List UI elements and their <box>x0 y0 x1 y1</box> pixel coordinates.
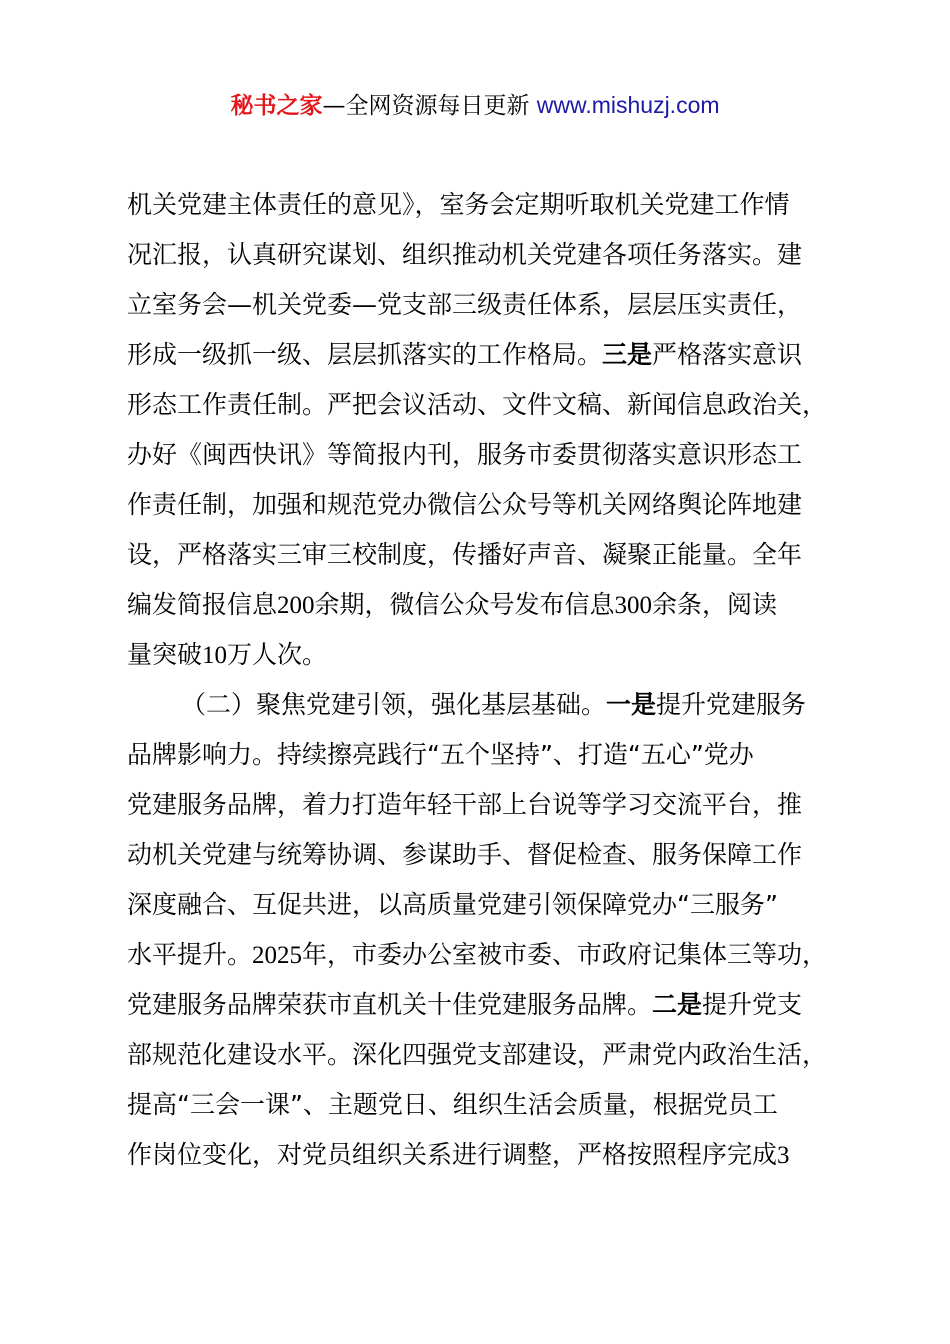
bold-lead-text: 一是 <box>606 690 657 719</box>
text-segment: 万人次。 <box>227 640 328 669</box>
bold-lead-text: 二是 <box>652 990 703 1019</box>
text-line <box>127 680 827 730</box>
text-line <box>127 980 827 1030</box>
text-line <box>127 1080 827 1130</box>
text-line <box>127 730 827 780</box>
text-segment: 部规范化建设水平。深化四强党支部建设，严肃党内政治生活， <box>127 1040 828 1069</box>
text-segment: 提升党建服务 <box>656 690 807 719</box>
text-segment: 严格落实意识 <box>652 340 803 369</box>
number-text: 200 <box>277 592 315 619</box>
text-segment: 编发简报信息 <box>127 590 278 619</box>
text-segment: 深度融合、互促共进，以高质量党建引领保障党办“三服务” <box>127 890 778 919</box>
text-line <box>127 1030 827 1080</box>
text-line <box>127 380 827 430</box>
text-segment: 形成一级抓一级、层层抓落实的工作格局。 <box>127 340 603 369</box>
text-segment: 设，严格落实三审三校制度，传播好声音、凝聚正能量。全年 <box>127 540 803 569</box>
text-segment: 立室务会—机关党委—党支部三级责任体系，层层压实责任， <box>127 290 803 319</box>
text-line <box>127 630 827 680</box>
text-segment: 办好《闽西快讯》等简报内刊，服务市委贯彻落实意识形态工 <box>127 440 803 469</box>
header-url-link[interactable]: www.mishuzj.com <box>536 92 720 118</box>
text-line <box>127 880 827 930</box>
header-tagline: —全网资源每日更新 <box>322 93 537 119</box>
text-line <box>127 530 827 580</box>
text-line <box>127 780 827 830</box>
text-line <box>127 1130 827 1180</box>
text-segment: 水平提升。 <box>127 940 253 969</box>
text-segment: 提高“三会一课”、主题党日、组织生活会质量，根据党员工 <box>127 1090 778 1119</box>
text-line <box>127 280 827 330</box>
text-segment: 机关党建主体责任的意见》，室务会定期听取机关党建工作情 <box>127 190 790 219</box>
brand-name: 秘书之家 <box>230 93 323 119</box>
text-segment: 量突破 <box>127 640 203 669</box>
text-line <box>127 230 827 280</box>
text-segment: 余条，阅读 <box>652 590 778 619</box>
number-text: 10 <box>202 642 228 669</box>
text-line <box>127 430 827 480</box>
text-segment: 党建服务品牌，着力打造年轻干部上台说等学习交流平台，推 <box>127 790 803 819</box>
text-segment: 党建服务品牌荣获市直机关十佳党建服务品牌。 <box>127 990 653 1019</box>
document-body <box>127 180 827 1180</box>
text-segment: 品牌影响力。持续擦亮践行“五个坚持”、打造“五心”党办 <box>127 740 754 769</box>
number-text: 300 <box>614 592 653 619</box>
text-line <box>127 330 827 380</box>
text-segment: 提升党支 <box>702 990 803 1019</box>
text-line <box>127 830 827 880</box>
text-line <box>127 930 827 980</box>
text-segment: 作责任制，加强和规范党办微信公众号等机关网络舆论阵地建 <box>127 490 803 519</box>
text-line <box>127 180 827 230</box>
text-segment: 况汇报，认真研究谋划、组织推动机关党建各项任务落实。建 <box>127 240 803 269</box>
text-segment: （二）聚焦党建引领，强化基层基础。 <box>181 690 607 719</box>
page-header <box>0 88 950 123</box>
text-segment: 余期，微信公众号发布信息 <box>314 590 615 619</box>
text-line <box>127 580 827 630</box>
text-line <box>127 480 827 530</box>
text-segment: 形态工作责任制。严把会议活动、文件文稿、新闻信息政治关， <box>127 390 828 419</box>
number-text: 2025 <box>252 942 303 969</box>
text-segment: 动机关党建与统筹协调、参谋助手、督促检查、服务保障工作 <box>127 840 803 869</box>
text-segment: 年，市委办公室被市委、市政府记集体三等功， <box>302 940 828 969</box>
text-segment: 作岗位变化，对党员组织关系进行调整，严格按照程序完成 <box>127 1140 778 1169</box>
bold-lead-text: 三是 <box>602 340 653 369</box>
number-text: 3 <box>777 1142 790 1169</box>
